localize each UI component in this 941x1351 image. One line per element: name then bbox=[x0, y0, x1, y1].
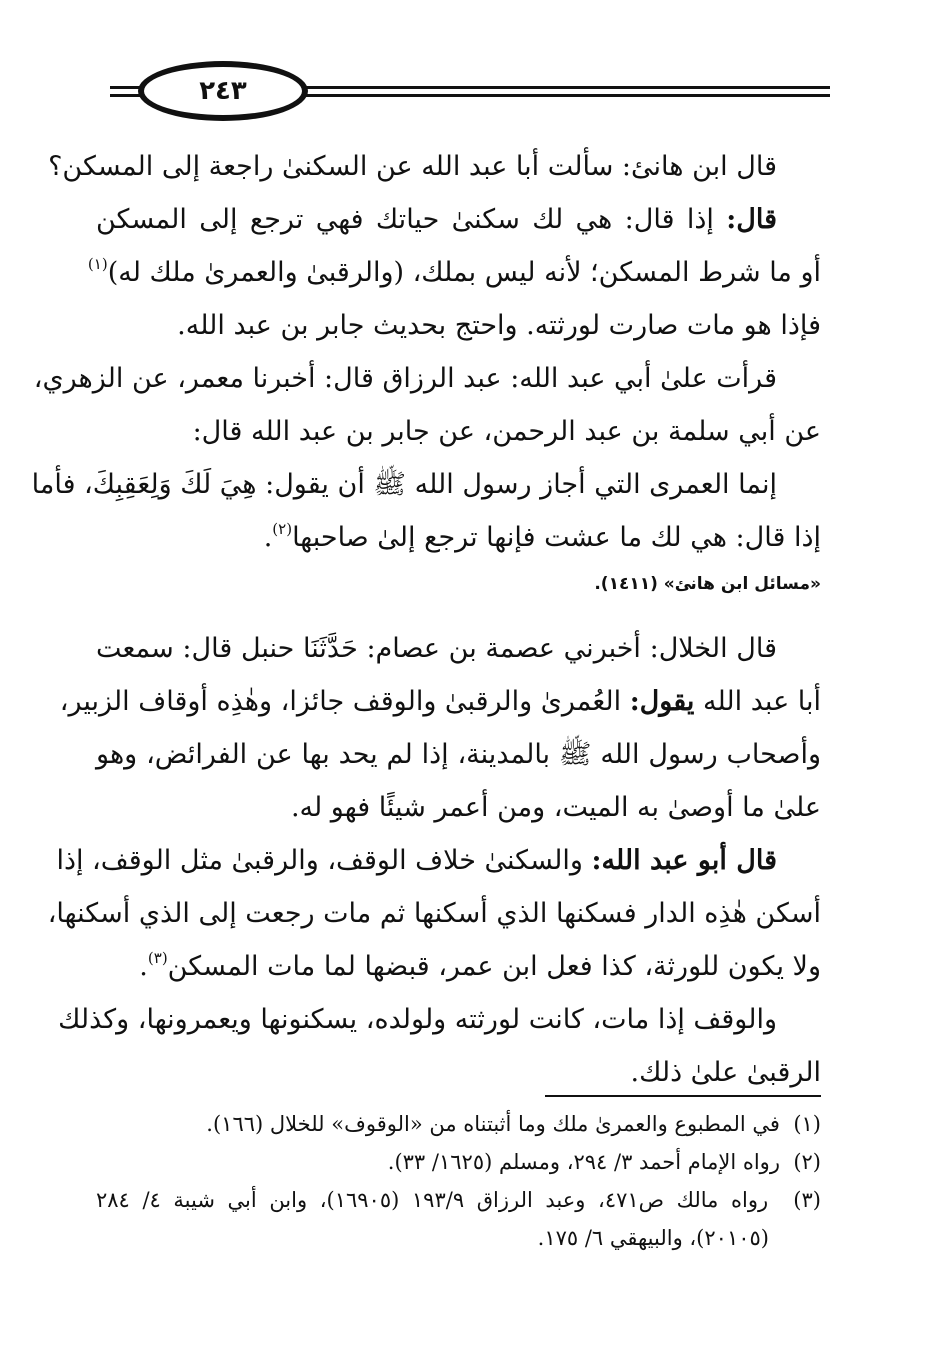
footnote-line bbox=[96, 1219, 821, 1257]
bold-lead: قال: bbox=[726, 204, 777, 235]
text-run: أو ما شرط المسكن؛ لأنه ليس بملك، (والرقبىٰ والعمرىٰ ملك له) bbox=[107, 257, 821, 288]
paragraph bbox=[33, 352, 821, 458]
main-text bbox=[31, 140, 821, 1099]
text-line bbox=[96, 728, 821, 781]
text-line bbox=[96, 193, 821, 246]
text-run: . bbox=[263, 522, 273, 553]
text-line bbox=[96, 940, 821, 993]
text-line bbox=[96, 622, 821, 675]
text-run: أسكن هٰذِه الدار فسكنها الذي أسكنها ثم مات رجعت إلى الذي أسكنها، bbox=[47, 898, 821, 929]
footnote-number: (٣) bbox=[768, 1188, 821, 1212]
footnote-line bbox=[96, 1181, 821, 1219]
footnote-marker: (٢) bbox=[272, 520, 293, 538]
text-run: ولا يكون للورثة، كذا فعل ابن عمر، قبضها لما مات المسكن bbox=[167, 951, 821, 982]
page-header bbox=[100, 56, 830, 126]
footnote-marker: (١) bbox=[87, 255, 108, 273]
footnote-number: (١) bbox=[779, 1112, 821, 1136]
footnote-line bbox=[96, 1105, 821, 1143]
paragraph bbox=[87, 193, 821, 352]
footnote-marker: (٣) bbox=[147, 949, 168, 967]
text-run: فإذا هو مات صارت لورثته. واحتج بحديث جابر بن عبد الله. bbox=[177, 310, 821, 341]
page-number-frame bbox=[138, 61, 308, 121]
text-run: وأصحاب رسول الله ﷺ بالمدينة، إذا لم يحد بها عن الفرائض، وهو bbox=[96, 739, 821, 770]
text-line bbox=[48, 140, 821, 193]
text-line bbox=[33, 352, 821, 405]
text-run: إنما العمرى التي أجاز رسول الله ﷺ أن يقول: هِيَ لَكَ وَلِعَقِبِكَ، فأما bbox=[31, 469, 777, 500]
footnote-separator bbox=[545, 1095, 821, 1097]
text-run: والوقف إذا مات، كانت لورثته ولولده، يسكنونها ويعمرونها، وكذلك bbox=[58, 1004, 777, 1035]
text-run: العُمرىٰ والرقبىٰ والوقف جائزا، وهٰذِه أوقاف الزبير، bbox=[59, 686, 630, 717]
text-run: إذا قال: هي لك ما عشت فإنها ترجع إلىٰ صاحبها bbox=[292, 522, 821, 553]
text-line bbox=[96, 511, 821, 564]
text-run: علىٰ ما أوصىٰ به الميت، ومن أعمر شيئًا فهو له. bbox=[290, 792, 821, 823]
footnote-text: في المطبوع والعمرىٰ ملك وما أثبتناه من «الوقوف» للخلال (١٦٦). bbox=[206, 1112, 780, 1136]
paragraph bbox=[31, 458, 821, 564]
paragraph bbox=[47, 834, 821, 993]
footnote-text: رواه مالك ص٤٧١، وعبد الرزاق ١٩٣/٩ (١٦٩٠٥)، وابن أبي شيبة ٤/ ٢٨٤ bbox=[96, 1188, 769, 1212]
text-line bbox=[47, 887, 821, 940]
bold-lead: يقول: bbox=[629, 686, 695, 717]
footnote-line bbox=[96, 1143, 821, 1181]
footnote-text: رواه الإمام أحمد ٣/ ٢٩٤، ومسلم (١٦٢٥/ ٣٣). bbox=[387, 1150, 780, 1174]
text-run: إذا قال: هي لك سكنىٰ حياتك فهي ترجع إلى المسكن bbox=[96, 204, 727, 235]
text-run: الرقبىٰ علىٰ ذلك. bbox=[630, 1057, 821, 1088]
footnotes bbox=[96, 1105, 821, 1257]
paragraph bbox=[58, 993, 821, 1099]
text-line bbox=[56, 834, 821, 887]
text-run: أبا عبد الله bbox=[694, 686, 821, 717]
footnote-text: (٢٠١٠٥)، والبيهقي ٦/ ١٧٥. bbox=[537, 1226, 769, 1250]
text-run: عن أبي سلمة بن عبد الرحمن، عن جابر بن عبد الله قال: bbox=[192, 416, 821, 447]
text-run: قال الخلال: أخبرني عصمة بن عصام: حَدَّثَنَا حنبل قال: سمعت bbox=[96, 633, 777, 664]
paragraph bbox=[48, 140, 821, 193]
text-line bbox=[87, 246, 821, 299]
header-rule-right bbox=[305, 86, 830, 89]
text-line bbox=[58, 993, 821, 1046]
text-run: والسكنىٰ خلاف الوقف، والرقبىٰ مثل الوقف، إذا bbox=[56, 845, 592, 876]
text-run: قرأت علىٰ أبي عبد الله: عبد الرزاق قال: أخبرنا معمر، عن الزهري، bbox=[33, 363, 777, 394]
text-line bbox=[96, 405, 821, 458]
text-line bbox=[31, 458, 821, 511]
text-run: . bbox=[139, 951, 148, 982]
paragraph bbox=[59, 622, 821, 834]
footnote-number: (٢) bbox=[779, 1150, 821, 1174]
text-line bbox=[96, 299, 821, 352]
section-gap bbox=[96, 608, 821, 622]
page-number: ٢٤٣ bbox=[199, 76, 247, 106]
text-line bbox=[96, 1046, 821, 1099]
text-line bbox=[59, 675, 821, 728]
source-citation: «مسائل ابن هانئ» (١٤١١). bbox=[594, 574, 821, 594]
header-rule-right-lower bbox=[305, 94, 830, 97]
text-run: قال ابن هانئ: سألت أبا عبد الله عن السكنىٰ راجعة إلى المسكن؟ bbox=[48, 151, 777, 182]
bold-lead: قال أبو عبد الله: bbox=[591, 845, 777, 876]
text-line bbox=[96, 781, 821, 834]
